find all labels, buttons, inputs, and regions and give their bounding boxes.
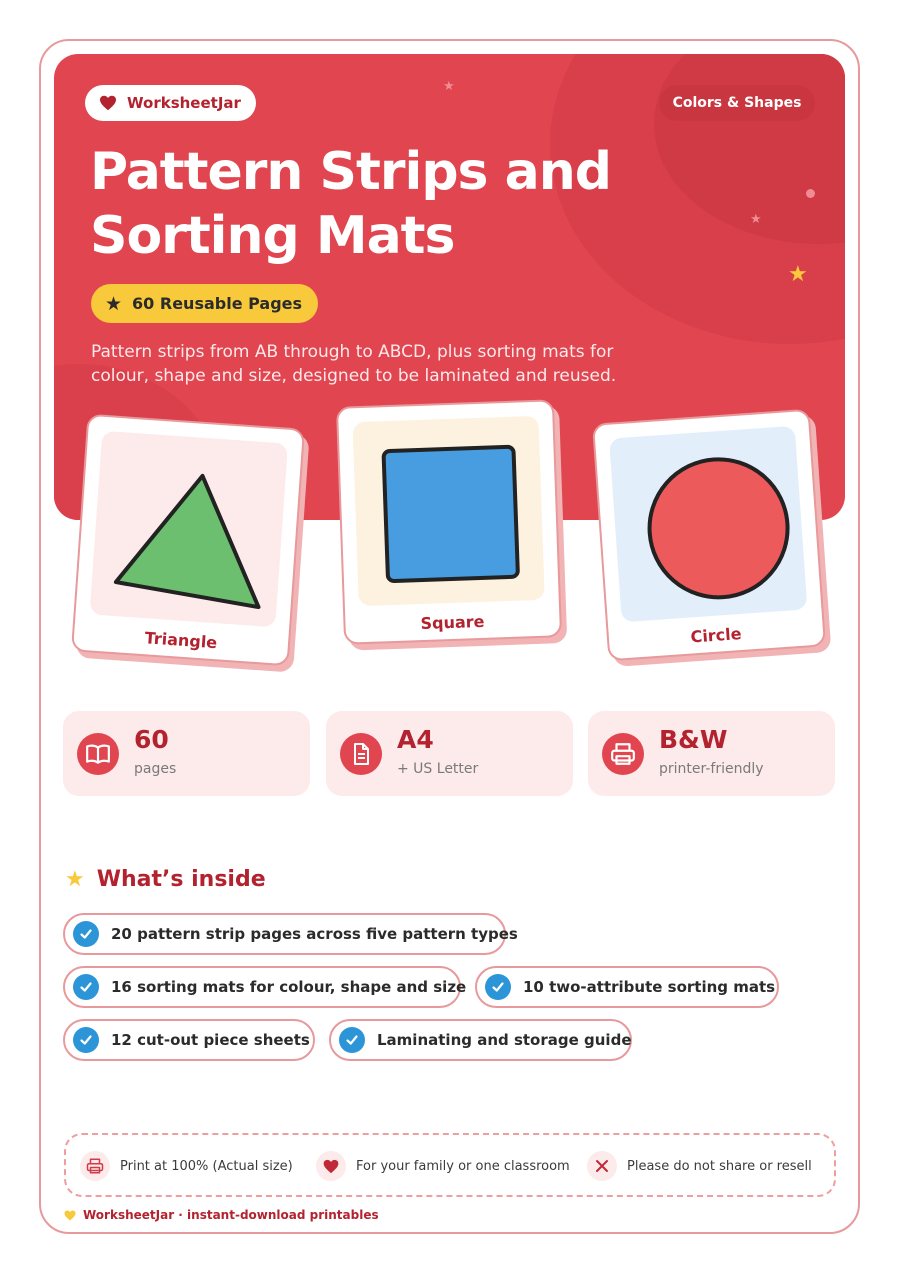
brand-badge [85,85,256,121]
star-icon: ★ [65,867,85,892]
note-text: Print at 100% (Actual size) [120,1158,293,1174]
stat-caption: + US Letter [397,761,479,777]
shape-card-square [336,399,562,644]
note-text: Please do not share or resell [627,1158,812,1174]
printer-icon [602,733,644,775]
close-icon [587,1151,617,1181]
circle-shape [609,426,807,623]
feature-label: Laminating and storage guide [377,1031,632,1049]
note-license [316,1151,570,1181]
shape-card-label: Triangle [144,628,218,653]
document-icon [340,733,382,775]
stat-value: B&W [659,725,728,754]
category-badge: Colors & Shapes [659,85,815,121]
square-shape [352,416,544,606]
dot-decoration [806,189,815,198]
usage-notes [64,1133,836,1197]
small-star-icon: ★ [750,212,762,227]
shape-card-background [352,416,544,606]
stat-caption: printer-friendly [659,761,764,777]
section-heading [65,867,266,892]
stat-caption: pages [134,761,177,777]
check-icon [339,1027,365,1053]
triangle-shape [90,431,288,628]
small-star-icon: ★ [443,79,455,94]
feature-chip [475,966,779,1008]
title-line-1: Pattern Strips and [90,142,611,202]
title-line-2: Sorting Mats [90,206,455,266]
brand-name: WorksheetJar [127,94,241,112]
shape-card-circle [592,409,826,662]
feature-chip [63,1019,315,1061]
shape-card-background [609,426,807,623]
section-heading-label: What’s inside [96,867,266,892]
check-icon [73,974,99,1000]
star-icon: ★ [105,292,123,315]
book-icon [77,733,119,775]
note-no-share [587,1151,812,1181]
stat-value: A4 [397,725,434,754]
page-count-label: 60 Reusable Pages [132,294,303,313]
feature-label: 12 cut-out piece sheets [111,1031,310,1049]
check-icon [73,921,99,947]
shape-card-label: Circle [689,624,743,647]
heart-icon [64,1210,76,1221]
feature-chip [63,913,518,955]
footer-byline [64,1208,379,1222]
check-icon [485,974,511,1000]
printer-icon [80,1151,110,1181]
feature-label: 20 pattern strip pages across five pattern types [111,925,518,943]
shape-card-label: Square [420,611,485,634]
yellow-star-icon: ★ [788,262,808,287]
page-count-badge [91,284,318,323]
stat-pages [63,711,310,796]
feature-chip [329,1019,632,1061]
footer-text: WorksheetJar · instant-download printables [83,1208,379,1222]
page-title [90,140,690,268]
check-icon [73,1027,99,1053]
description: Pattern strips from AB through to ABCD, plus sorting mats for colour, shape and size, designed to be laminated and reused. [91,342,617,386]
note-text: For your family or one classroom [356,1158,570,1174]
stat-value: 60 [134,725,169,754]
feature-chip [63,966,467,1008]
heart-icon [99,95,117,111]
stat-paper-size [326,711,573,796]
shape-card-triangle [71,414,305,667]
heart-icon [316,1151,346,1181]
feature-label: 16 sorting mats for colour, shape and size [111,978,467,996]
feature-label: 10 two-attribute sorting mats [523,978,776,996]
stat-print-mode [588,711,835,796]
shape-card-background [90,431,288,628]
note-print [80,1151,293,1181]
